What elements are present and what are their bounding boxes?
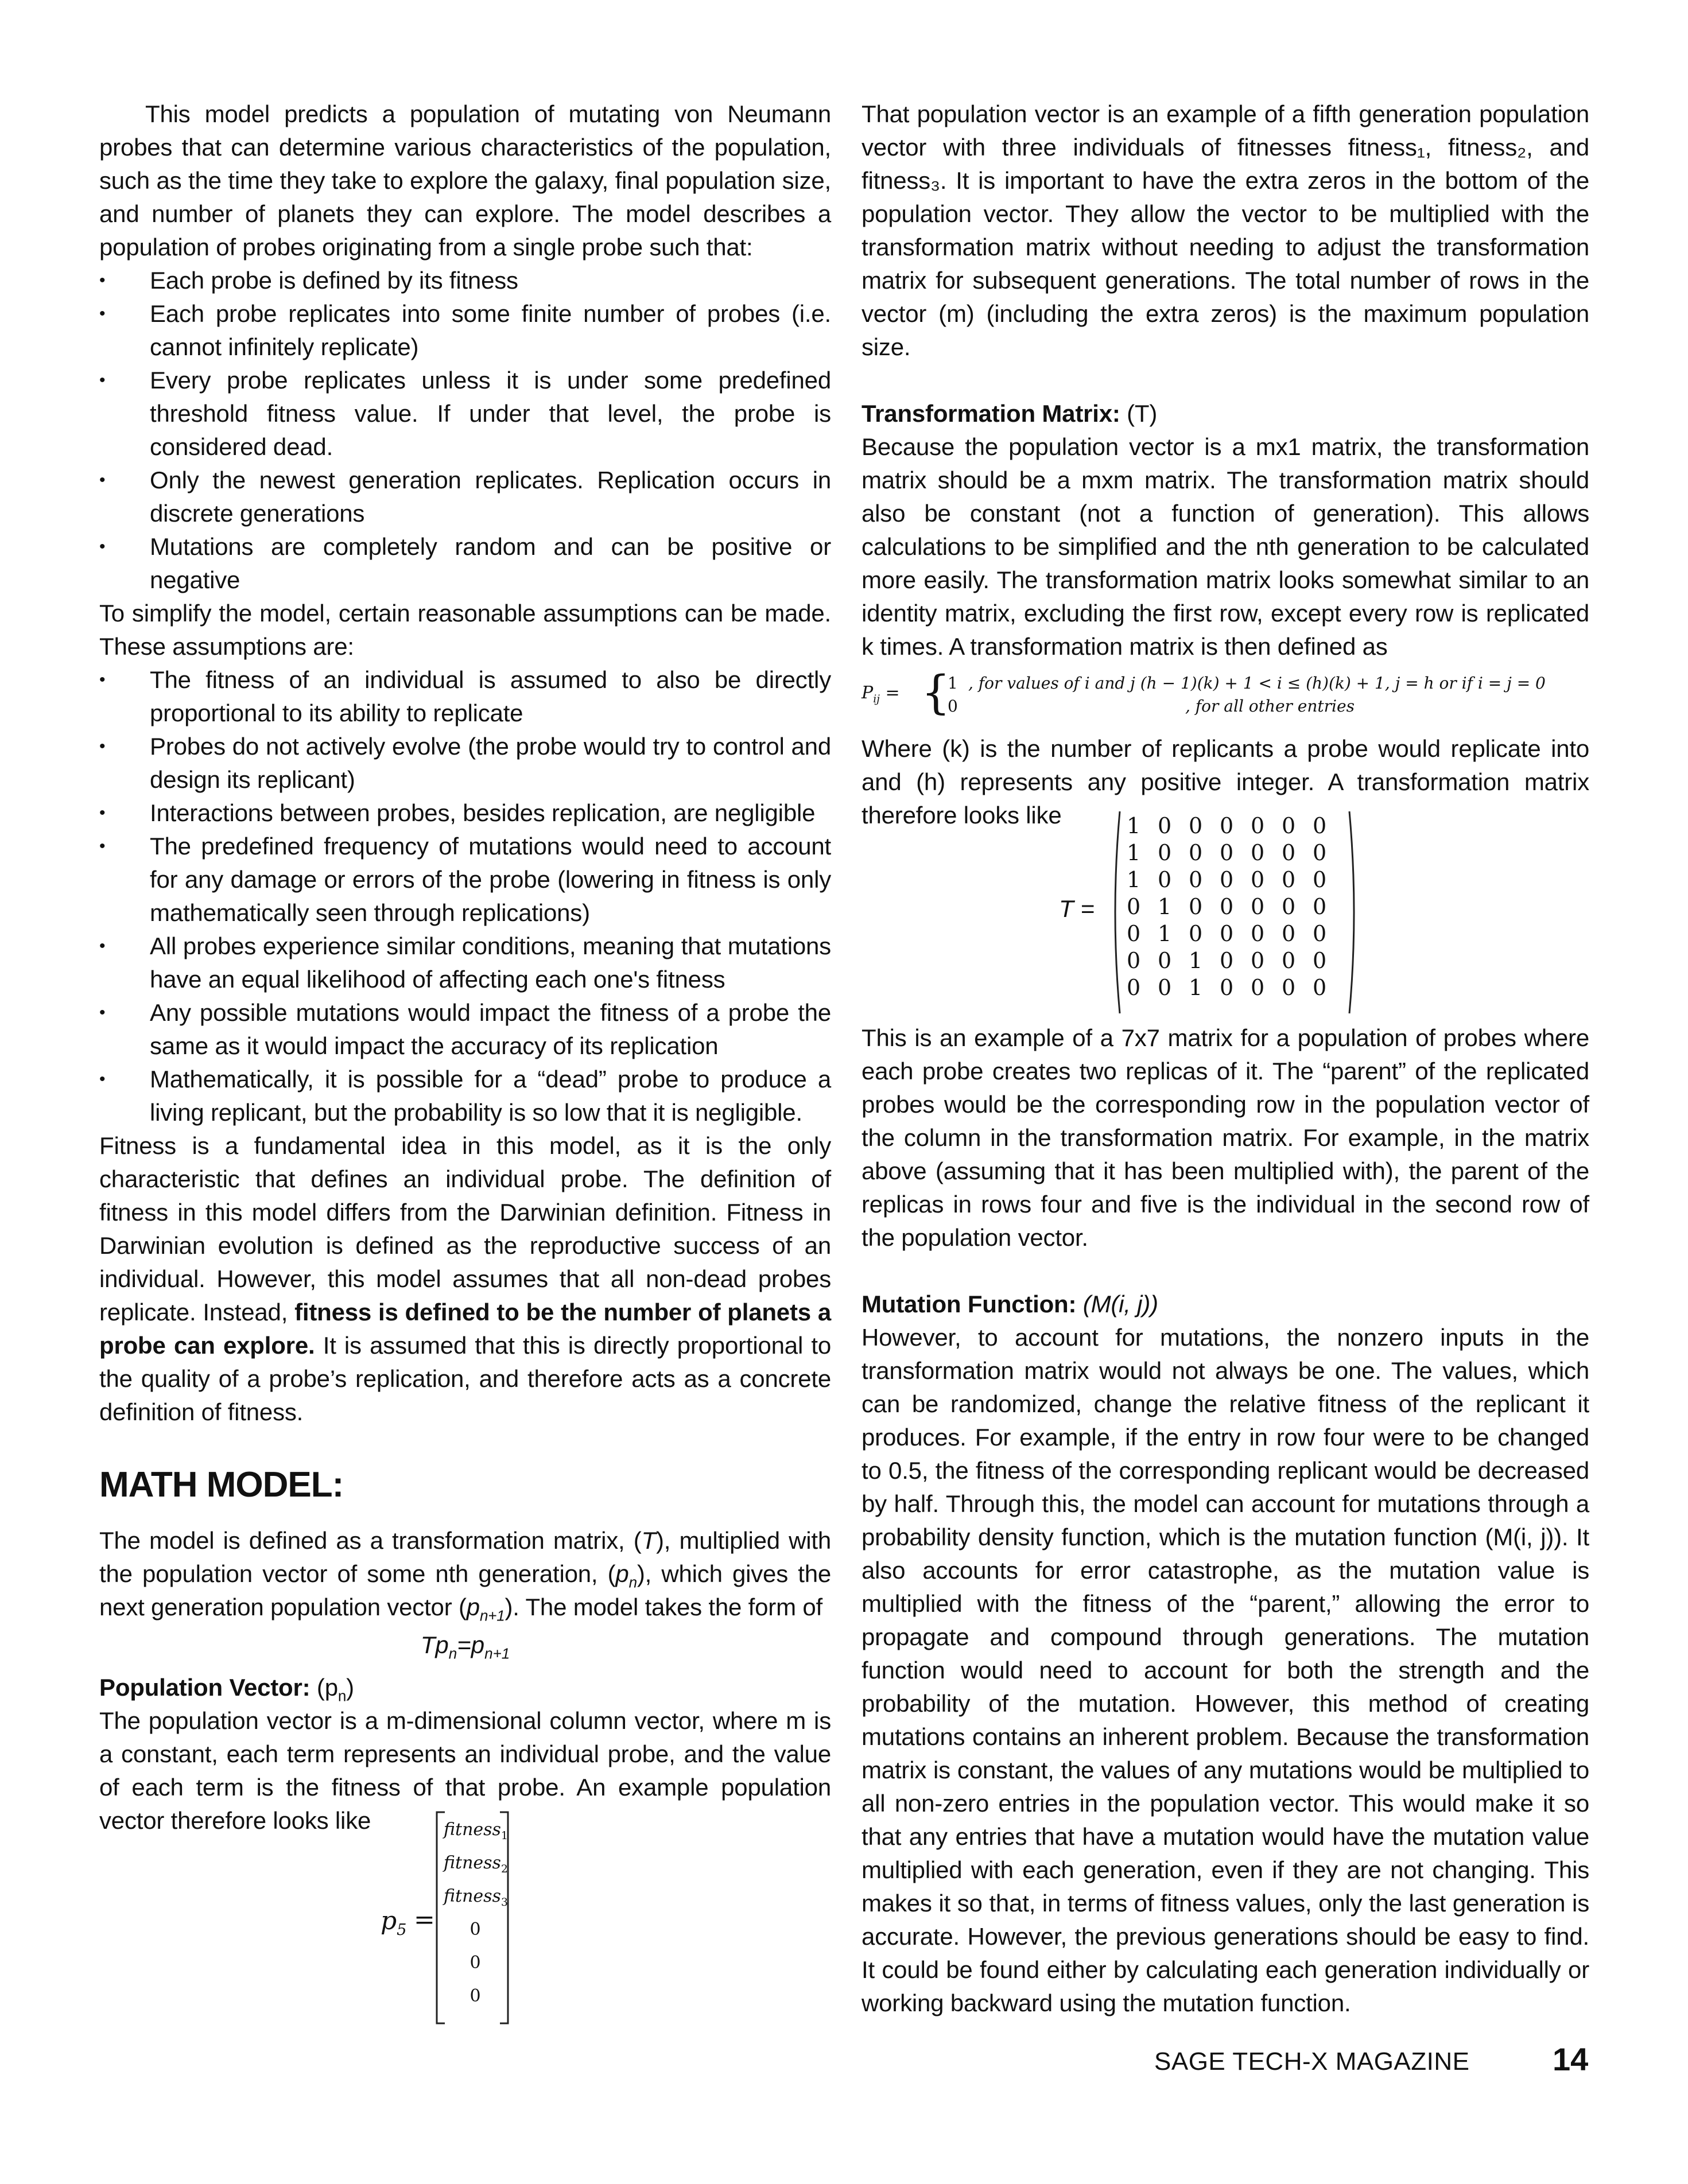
matrix-row: 1 0 0 0 0 0 0	[1127, 840, 1327, 865]
left-brace: {	[921, 666, 950, 719]
population-vector-p5	[99, 1820, 831, 2027]
T-matrix-grid	[1127, 813, 1344, 1001]
pij-definition	[862, 663, 1589, 732]
list-item: • The fitness of an individual is assumed to also be directly proportional to its ability to replicate	[99, 663, 831, 730]
mutation-function-heading: Mutation Function:	[862, 1291, 1077, 1318]
population-vector-heading: Population Vector:	[99, 1674, 311, 1701]
list-item: • Only the newest generation replicates. Replication occurs in discrete generations	[99, 464, 831, 530]
list-item: • Any possible mutations would impact the fitness of a probe the same as it would impact the accuracy of its replication	[99, 996, 831, 1063]
list-item: • Every probe replicates unless it is under some predefined threshold fitness value. If under that level, the probe is considered dead.	[99, 364, 831, 464]
p5-entry: fitness$_2$	[444, 1853, 508, 1875]
matrix-example-paragraph: This is an example of a 7x7 matrix for a population of probes where each probe creates two replicas of it. The “parent” of the replicated probes would be the corresponding row in the population vector of the column in the transformation matrix. For example, in the matrix above (assuming that it has been multiplied with), the parent of the replicas in rows four and five is the individual in the second row of the population vector.	[862, 1024, 1589, 1251]
page-number: 14	[1553, 2041, 1589, 2077]
pij-case1-condition: , for values of i and j (h − 1)(k) + 1 < i ≤ (h)(k) + 1, j = h or if i = j = 0	[968, 674, 1546, 693]
list-item: • Mutations are completely random and can be positive or negative	[99, 530, 831, 597]
right-column	[862, 98, 1589, 2020]
fitness-definition-bold: fitness is defined to be the number of planets a probe can explore.	[99, 1299, 831, 1359]
mutation-paragraph: However, to account for mutations, the nonzero inputs in the transformation matrix would not always be one. The values, which can be randomized, change the relative fitness of the replicant it produces. For example, if the entry in row four were to be changed to 0.5, the fitness of the corresponding replicant would be decreased by half. Through this, the model can account for mutations through a probability density function, which is the mutation function (M(i, j)). It also accounts for error catastrophe, as the mutation value is multiplied with the fitness of the “parent,” allowing the error to propagate and compound through generations. The mutation function would need to account for both the strength and the probability of the mutation. However, this method of creating mutations contains an inherent problem. Because the transformation matrix is constant, the values of any mutations would be multiplied to all non-zero entries in the population vector. This would make it so that any entries that have a mutation would have the mutation value multiplied with each generation, even if they are not changing. This makes it so that, in terms of fitness values, only the last generation is accurate. However, the previous generations should be easy to find. It could be found either by calculating each generation individually or working backward using the mutation function.	[862, 1324, 1589, 2016]
math-symbol-pn: $p_n$	[615, 1560, 637, 1591]
list-item: • Mathematically, it is possible for a “dead” probe to produce a living replicant, but the probability is so low that it is negligible.	[99, 1063, 831, 1129]
population-vector-heading-line: Population Vector: $(p_n)$	[99, 1674, 354, 1705]
matrix-row: 0 0 1 0 0 0 0	[1127, 975, 1327, 1000]
pij-case2-condition: , for all other entries	[1185, 697, 1355, 716]
p5-label: $p_5$	[381, 1906, 407, 1939]
assumptions-bullet-list	[99, 663, 831, 1129]
list-item: • The predefined frequency of mutations would need to account for any damage or errors of the probe (lowering in fitness is only mathematically seen through replications)	[99, 830, 831, 930]
matrix-row: 0 1 0 0 0 0 0	[1127, 894, 1327, 919]
matrix-row: 1 0 0 0 0 0 0	[1127, 867, 1327, 892]
pij-case2-value: 0	[948, 697, 958, 716]
transformation-paragraph: Because the population vector is a mx1 matrix, the transformation matrix should be a mxm matrix. The transformation matrix should also be constant (not a function of generation). This allows calculations to be simplified and the nth generation to be calculated more easily. The transformation matrix looks somewhat similar to an identity matrix, excluding the first row, except every row is replicated k times. A transformation matrix is then defined as	[862, 433, 1589, 660]
magazine-name: SAGE TECH-X MAGAZINE	[1154, 2047, 1470, 2076]
fitness-paragraph	[99, 1129, 831, 1429]
p5-entry: fitness$_1$	[444, 1820, 508, 1842]
math-symbol-T: T	[641, 1527, 656, 1554]
transformation-matrix-heading: Transformation Matrix:	[862, 400, 1120, 427]
list-item: • Interactions between probes, besides replication, are negligible	[99, 796, 831, 830]
math-model-paragraph	[99, 1524, 831, 1624]
T-label: T =	[1059, 895, 1095, 922]
p5-entry: fitness$_3$	[444, 1886, 508, 1909]
math-text-3: ), which gives the next generation population vector (	[99, 1560, 832, 1620]
assumptions-intro: To simplify the model, certain reasonable assumptions can be made. These assumptions are:	[99, 600, 831, 660]
p5-entry: 0	[469, 1953, 481, 1973]
matrix-row: 1 0 0 0 0 0 0	[1127, 813, 1327, 838]
mutation-heading-line: Mutation Function: (M(i, j))	[862, 1291, 1158, 1318]
list-item: • Each probe is defined by its fitness	[99, 264, 831, 297]
math-model-heading: MATH MODEL:	[99, 1465, 344, 1505]
p5-entry: 0	[469, 1919, 481, 1940]
left-column	[99, 98, 831, 2027]
fitness-text-a: Fitness is a fundamental idea in this model, as it is the only characteristic that defines an individual probe. The definition of fitness in this model differs from the Darwinian definition. Fitness in Darwinian evolution is defined as the reproductive success of an individual. However, this model assumes that all non-dead probes replicate. Instead,	[99, 1132, 831, 1326]
equals-sign: =	[414, 1905, 435, 1934]
math-text-4: ). The model takes the form of	[505, 1594, 822, 1620]
model-equation: $Tp_n=p_{n+1}$	[420, 1631, 510, 1662]
where-paragraph: Where (k) is the number of replicants a probe would replicate into and (h) represents any positive integer. A transformation matrix therefore looks like	[862, 735, 1589, 829]
math-text-2: ), multiplied with the population vector of some nth generation, (	[99, 1527, 832, 1587]
p5-entry: 0	[469, 1986, 481, 2006]
transformation-heading-line: Transformation Matrix: (T)	[862, 400, 1158, 427]
list-item: • Probes do not actively evolve (the probe would try to control and design its replicant)	[99, 730, 831, 796]
list-item: • All probes experience similar conditions, meaning that mutations have an equal likelihood of affecting each one's fitness	[99, 930, 831, 996]
p5-entries	[444, 1813, 507, 2013]
population-vector-paragraph: The population vector is a m-dimensional column vector, where m is a constant, each term represents an individual probe, and the value of each term is the fitness of that probe. An example population vector therefore looks like	[99, 1707, 831, 1834]
math-symbol-pn1: $p_{n+1}$	[466, 1594, 505, 1625]
list-item: • Each probe replicates into some finite number of probes (i.e. cannot infinitely replicate)	[99, 297, 831, 364]
transformation-matrix-example	[862, 813, 1589, 1021]
matrix-row: 0 0 1 0 0 0 0	[1127, 948, 1327, 973]
matrix-row: 0 1 0 0 0 0 0	[1127, 921, 1327, 946]
fitness-text-b: It is assumed that this is directly proportional to the quality of a probe’s replication, and therefore acts as a concrete definition of fitness.	[99, 1332, 831, 1425]
pij-case1-value: 1	[948, 674, 958, 693]
pij-label: $P_{ij}$ =	[862, 683, 900, 705]
definition-bullet-list	[99, 264, 831, 597]
math-text-1: The model is defined as a transformation matrix, (	[99, 1527, 642, 1554]
population-vector-explanation: That population vector is an example of a fifth generation population vector with three individuals of fitnesses fitness₁, fitness₂, and fitness₃. It is important to have the extra zeros in the bottom of the population vector. They allow the vector to be multiplied with the transformation matrix without needing to adjust the transformation matrix for subsequent generations. The total number of rows in the vector (m) (including the extra zeros) is the maximum population size.	[862, 100, 1589, 360]
intro-paragraph: This model predicts a population of mutating von Neumann probes that can determine various characteristics of the population, such as the time they take to explore the galaxy, final population size, and number of planets they can explore. The model describes a population of probes originating from a single probe such that:	[99, 100, 831, 261]
